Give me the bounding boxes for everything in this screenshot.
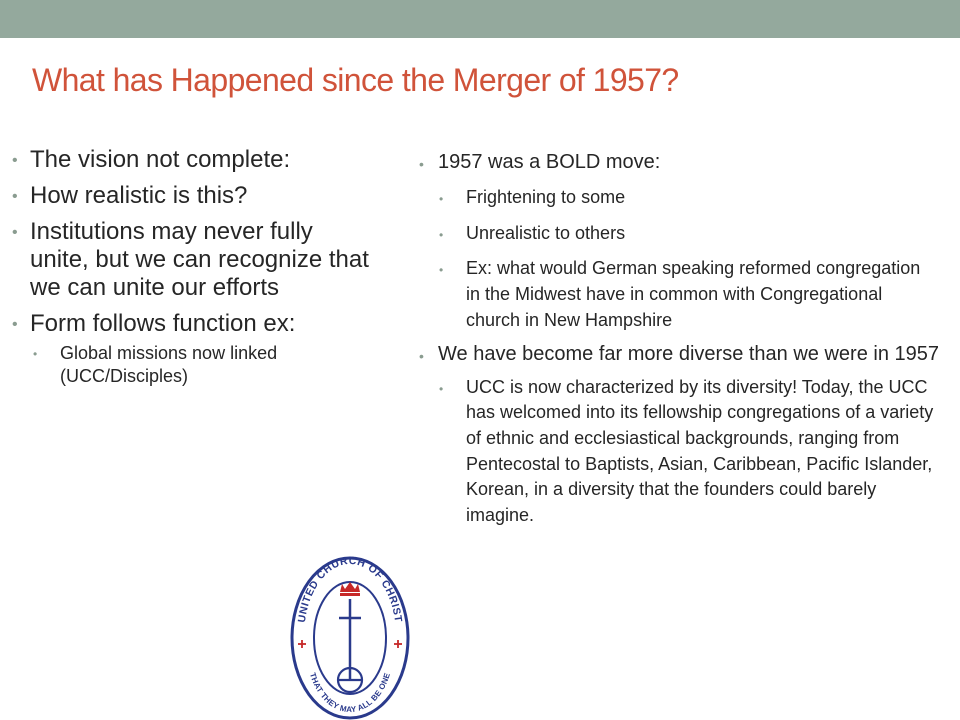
right-sub-bullet-2: • Unrealistic to others [439, 221, 939, 247]
left-sub-bullet: • Global missions now linked (UCC/Disciples) [33, 342, 372, 388]
left-bullet-3: • Institutions may never fully unite, but we can recognize that we can unite our efforts [12, 218, 372, 302]
crown-icon [340, 582, 360, 596]
right-sub-bullet-3: • Ex: what would German speaking reformed congregation in the Midwest have in common with Congregational church in New Hampshire [439, 256, 939, 333]
left-bullet-1: • The vision not complete: [12, 146, 372, 174]
left-bullet-list [12, 146, 372, 388]
right-bullet-list [419, 149, 939, 539]
ucc-logo [287, 552, 413, 720]
logo-bottom-text: THAT THEY MAY ALL BE ONE [307, 671, 393, 715]
right-bullet-2: • We have become far more diverse than we were in 1957 [419, 341, 939, 367]
right-bullet-1: • 1957 was a BOLD move: [419, 149, 939, 175]
top-accent-bar [0, 0, 960, 38]
logo-top-text: UNITED CHURCH OF CHRIST [295, 554, 405, 624]
right-sub-bullet-1: • Frightening to some [439, 185, 939, 211]
slide-title: What has Happened since the Merger of 1957? [32, 62, 679, 98]
left-bullet-4: • Form follows function ex: [12, 310, 372, 338]
right-sub-bullet-4: • UCC is now characterized by its diversity! Today, the UCC has welcomed into its fellowship congregations of a variety of ethnic and ecclesiastical backgrounds, ranging from Pentecostal to Baptists, Asian, Caribbean, Pacific Islander, Korean, in a diversity that the founders could barely imagine. [439, 375, 939, 529]
left-bullet-2: • How realistic is this? [12, 182, 372, 210]
